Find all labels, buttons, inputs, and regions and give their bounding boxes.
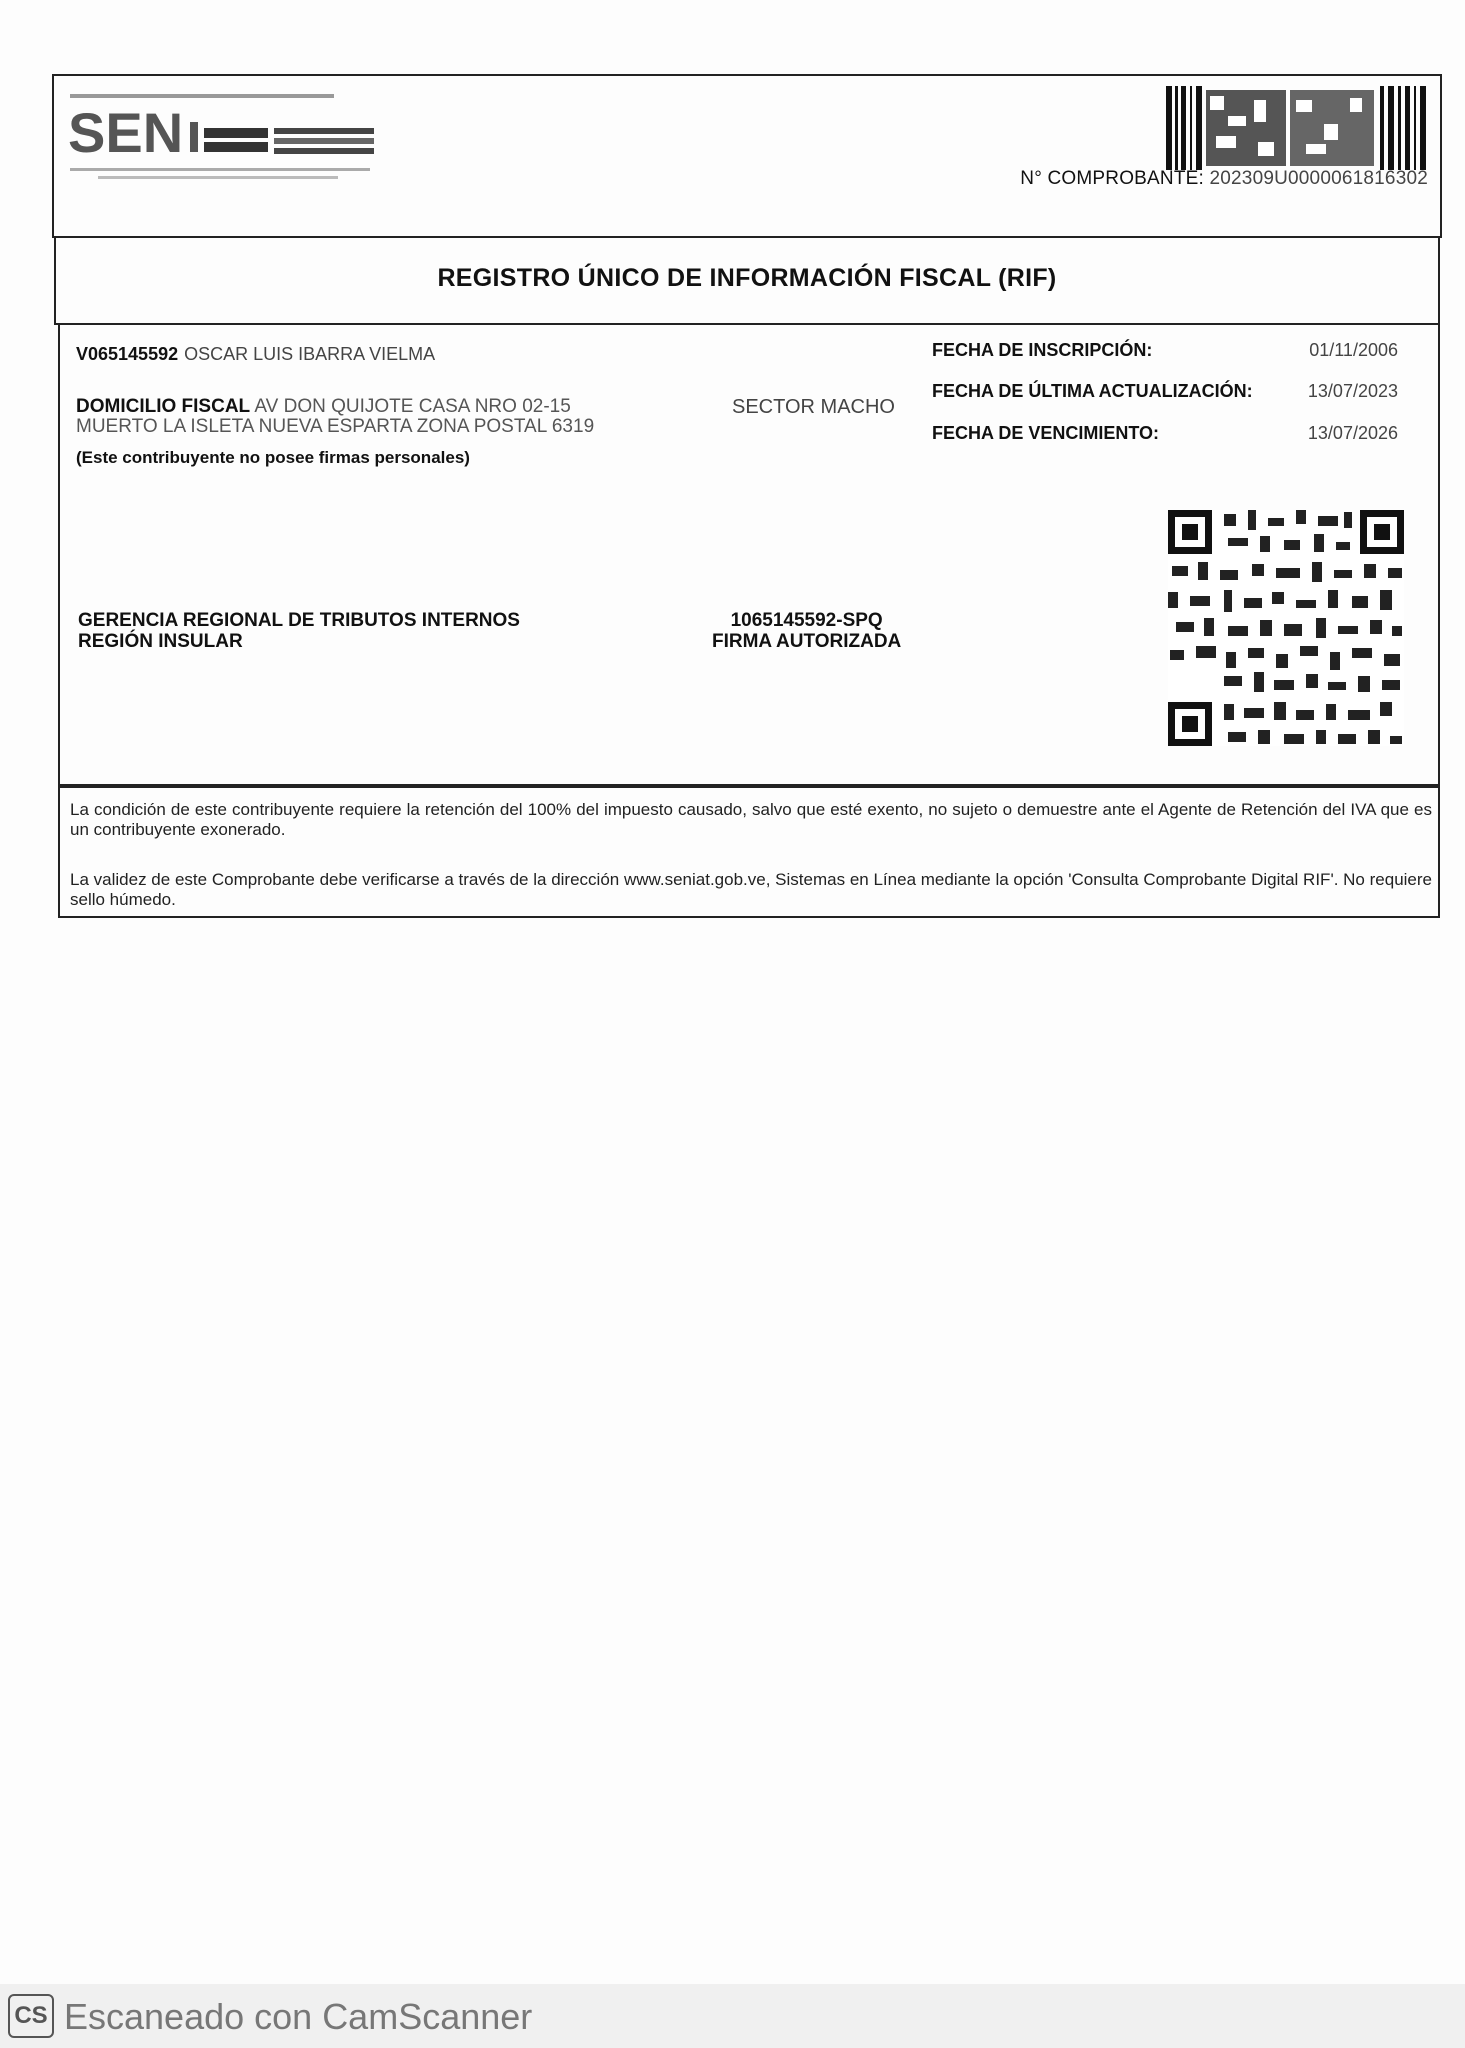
- camscanner-logo-icon: CS: [8, 1994, 54, 2038]
- fecha-inscripcion-value: 01/11/2006: [1309, 340, 1398, 360]
- validity-notice: La validez de este Comprobante debe verificarse a través de la dirección www.seniat.gob.ve, Sistemas en Línea mediante la opción 'Consulta Comprobante Digital RIF'. No requiere sello húmedo.: [70, 870, 1432, 909]
- signatures-note: (Este contribuyente no posee firmas personales): [76, 448, 470, 467]
- firma-autorizada: [712, 610, 901, 652]
- svg-text:SEN: SEN: [68, 101, 184, 164]
- title-box: [54, 237, 1440, 325]
- domicilio-fiscal: [76, 396, 571, 418]
- firma-code: 1065145592-SPQ: [730, 610, 883, 631]
- rif-certificate: [52, 74, 1442, 918]
- seniat-logo: [68, 88, 428, 238]
- certificate-footer: [58, 786, 1440, 918]
- firma-label: FIRMA AUTORIZADA: [712, 631, 902, 652]
- gerencia-regional: [78, 610, 520, 652]
- certificate-header: [52, 74, 1442, 238]
- fecha-actualizacion-value: 13/07/2023: [1307, 381, 1398, 401]
- gerencia-line1: GERENCIA REGIONAL DE TRIBUTOS INTERNOS: [78, 610, 520, 631]
- comprobante-label: N° COMPROBANTE:: [1020, 168, 1205, 189]
- domicilio-line1: AV DON QUIJOTE CASA NRO 02-15: [254, 396, 571, 417]
- taxpayer-name: OSCAR LUIS IBARRA VIELMA: [184, 344, 436, 364]
- scanner-watermark-bar: [0, 1984, 1465, 2048]
- fecha-actualizacion-label: FECHA DE ÚLTIMA ACTUALIZACIÓN:: [932, 381, 1253, 401]
- comprobante-value: 202309U0000061816302: [1209, 168, 1428, 189]
- domicilio-sector: SECTOR MACHO: [732, 396, 895, 418]
- fecha-vencimiento-label: FECHA DE VENCIMIENTO:: [932, 423, 1160, 443]
- rif-number: V065145592: [76, 344, 179, 364]
- qr-code-icon: [1168, 510, 1404, 746]
- barcode: [1166, 86, 1430, 170]
- retention-notice: La condición de este contribuyente requiere la retención del 100% del impuesto causado, salvo que esté exento, no sujeto o demuestre ante el Agente de Retención del IVA que es un contribuyente exonerado.: [70, 800, 1432, 839]
- fecha-inscripcion-label: FECHA DE INSCRIPCIÓN:: [932, 340, 1153, 360]
- fecha-vencimiento-value: 13/07/2026: [1307, 423, 1398, 443]
- certificate-body: [58, 324, 1440, 786]
- domicilio-label: DOMICILIO FISCAL: [76, 396, 251, 417]
- taxpayer-rif-name: [76, 344, 435, 365]
- gerencia-line2: REGIÓN INSULAR: [78, 631, 243, 652]
- comprobante-number: [1020, 168, 1428, 190]
- document-title: REGISTRO ÚNICO DE INFORMACIÓN FISCAL (RIF): [437, 264, 1057, 292]
- scanner-watermark-text: Escaneado con CamScanner: [64, 1996, 533, 2037]
- domicilio-line2: MUERTO LA ISLETA NUEVA ESPARTA ZONA POSTAL 6319: [76, 416, 595, 437]
